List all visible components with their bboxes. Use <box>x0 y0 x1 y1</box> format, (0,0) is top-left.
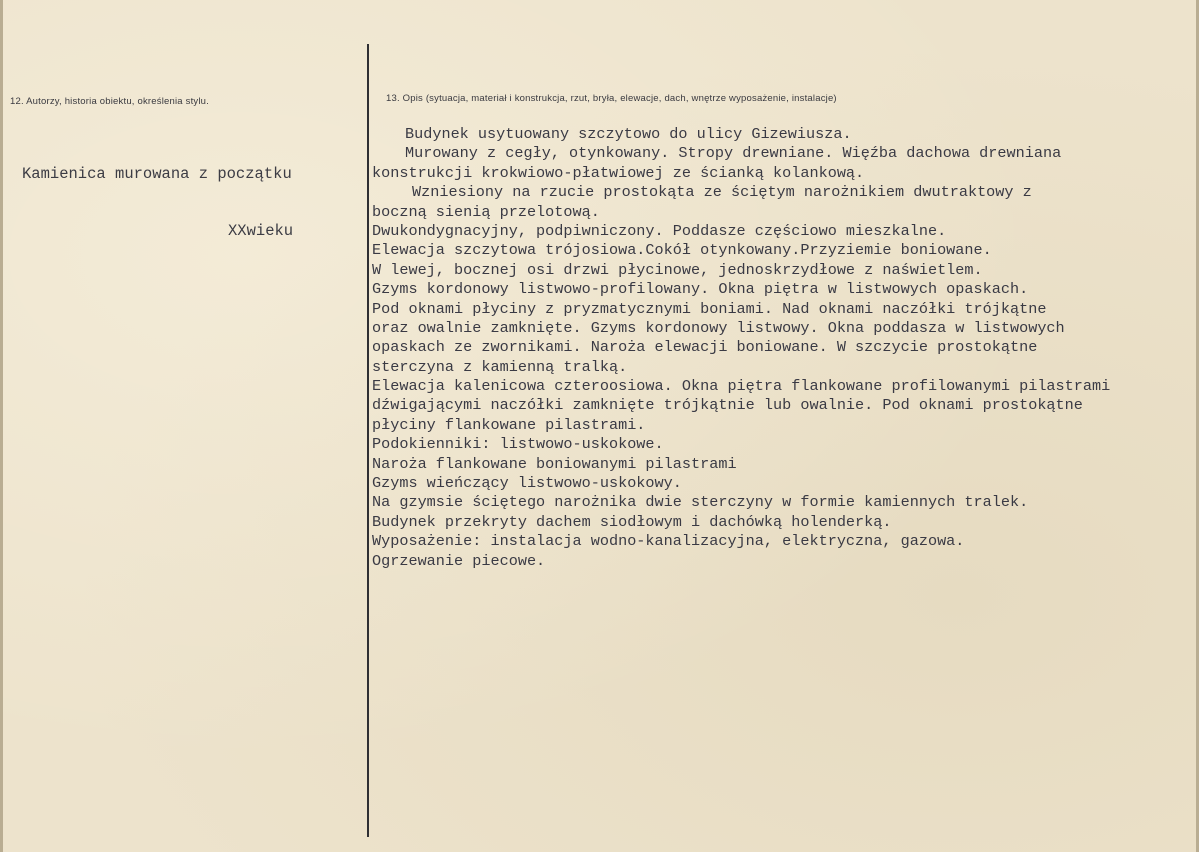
description-line: Na gzymsie ściętego narożnika dwie sterczyny w formie kamiennych tralek. <box>372 493 1029 512</box>
description-line: opaskach ze zwornikami. Naroża elewacji boniowane. W szczycie prostokątne <box>372 338 1038 357</box>
description-line: boczną sienią przelotową. <box>372 202 600 221</box>
description-line: Budynek przekryty dachem siodłowym i dachówką holenderką. <box>372 512 892 531</box>
object-description <box>372 125 1192 571</box>
description-line: Ogrzewanie piecowe. <box>372 551 546 570</box>
description-line: dźwigającymi naczółki zamknięte trójkątnie lub owalnie. Pod oknami prostokątne <box>372 396 1083 415</box>
style-line-2: XXwieku <box>228 222 294 240</box>
sheet-left-edge <box>0 0 3 852</box>
description-line: Wzniesiony na rzucie prostokąta ze ściętym narożnikiem dwutraktowy z <box>412 183 1032 202</box>
description-line: Wyposażenie: instalacja wodno-kanalizacyjna, elektryczna, gazowa. <box>372 532 965 551</box>
description-line: oraz owalnie zamknięte. Gzyms kordonowy listwowy. Okna poddasza w listwowych <box>372 318 1065 337</box>
description-line: Dwukondygnacyjny, podpiwniczony. Poddasze częściowo mieszkalne. <box>372 221 947 240</box>
description-line: Podokienniki: listwowo-uskokowe. <box>372 435 664 454</box>
style-description <box>22 127 293 279</box>
column-divider <box>367 44 369 837</box>
section-13-header: 13. Opis (sytuacja, materiał i konstrukcja, rzut, bryła, elewacje, dach, wnętrze wyposażenie, instalacje) <box>386 93 837 104</box>
description-line: konstrukcji krokwiowo-płatwiowej ze ścianką kolankową. <box>372 163 865 182</box>
description-line: W lewej, bocznej osi drzwi płycinowe, jednoskrzydłowe z naświetlem. <box>372 260 983 279</box>
description-line: sterczyna z kamienną tralką. <box>372 357 628 376</box>
description-line: Elewacja szczytowa trójosiowa.Cokół otynkowany.Przyziemie boniowane. <box>372 241 992 260</box>
style-line-1: Kamienica murowana z początku <box>22 165 292 183</box>
description-line: Gzyms wieńczący listwowo-uskokowy. <box>372 474 682 493</box>
description-line: Gzyms kordonowy listwowo-profilowany. Okna piętra w listwowych opaskach. <box>372 280 1029 299</box>
section-12-header: 12. Autorzy, historia obiektu, określenia stylu. <box>10 96 209 107</box>
description-line: Murowany z cegły, otynkowany. Stropy drewniane. Więźba dachowa drewniana <box>405 144 1062 163</box>
description-line: płyciny flankowane pilastrami. <box>372 415 646 434</box>
description-line: Budynek usytuowany szczytowo do ulicy Gizewiusza. <box>405 125 852 143</box>
description-line: Elewacja kalenicowa czteroosiowa. Okna piętra flankowane profilowanymi pilastrami <box>372 377 1111 396</box>
description-line: Naroża flankowane boniowanymi pilastrami <box>372 454 737 473</box>
description-line: Pod oknami płyciny z pryzmatycznymi boniami. Nad oknami naczółki trójkątne <box>372 299 1047 318</box>
